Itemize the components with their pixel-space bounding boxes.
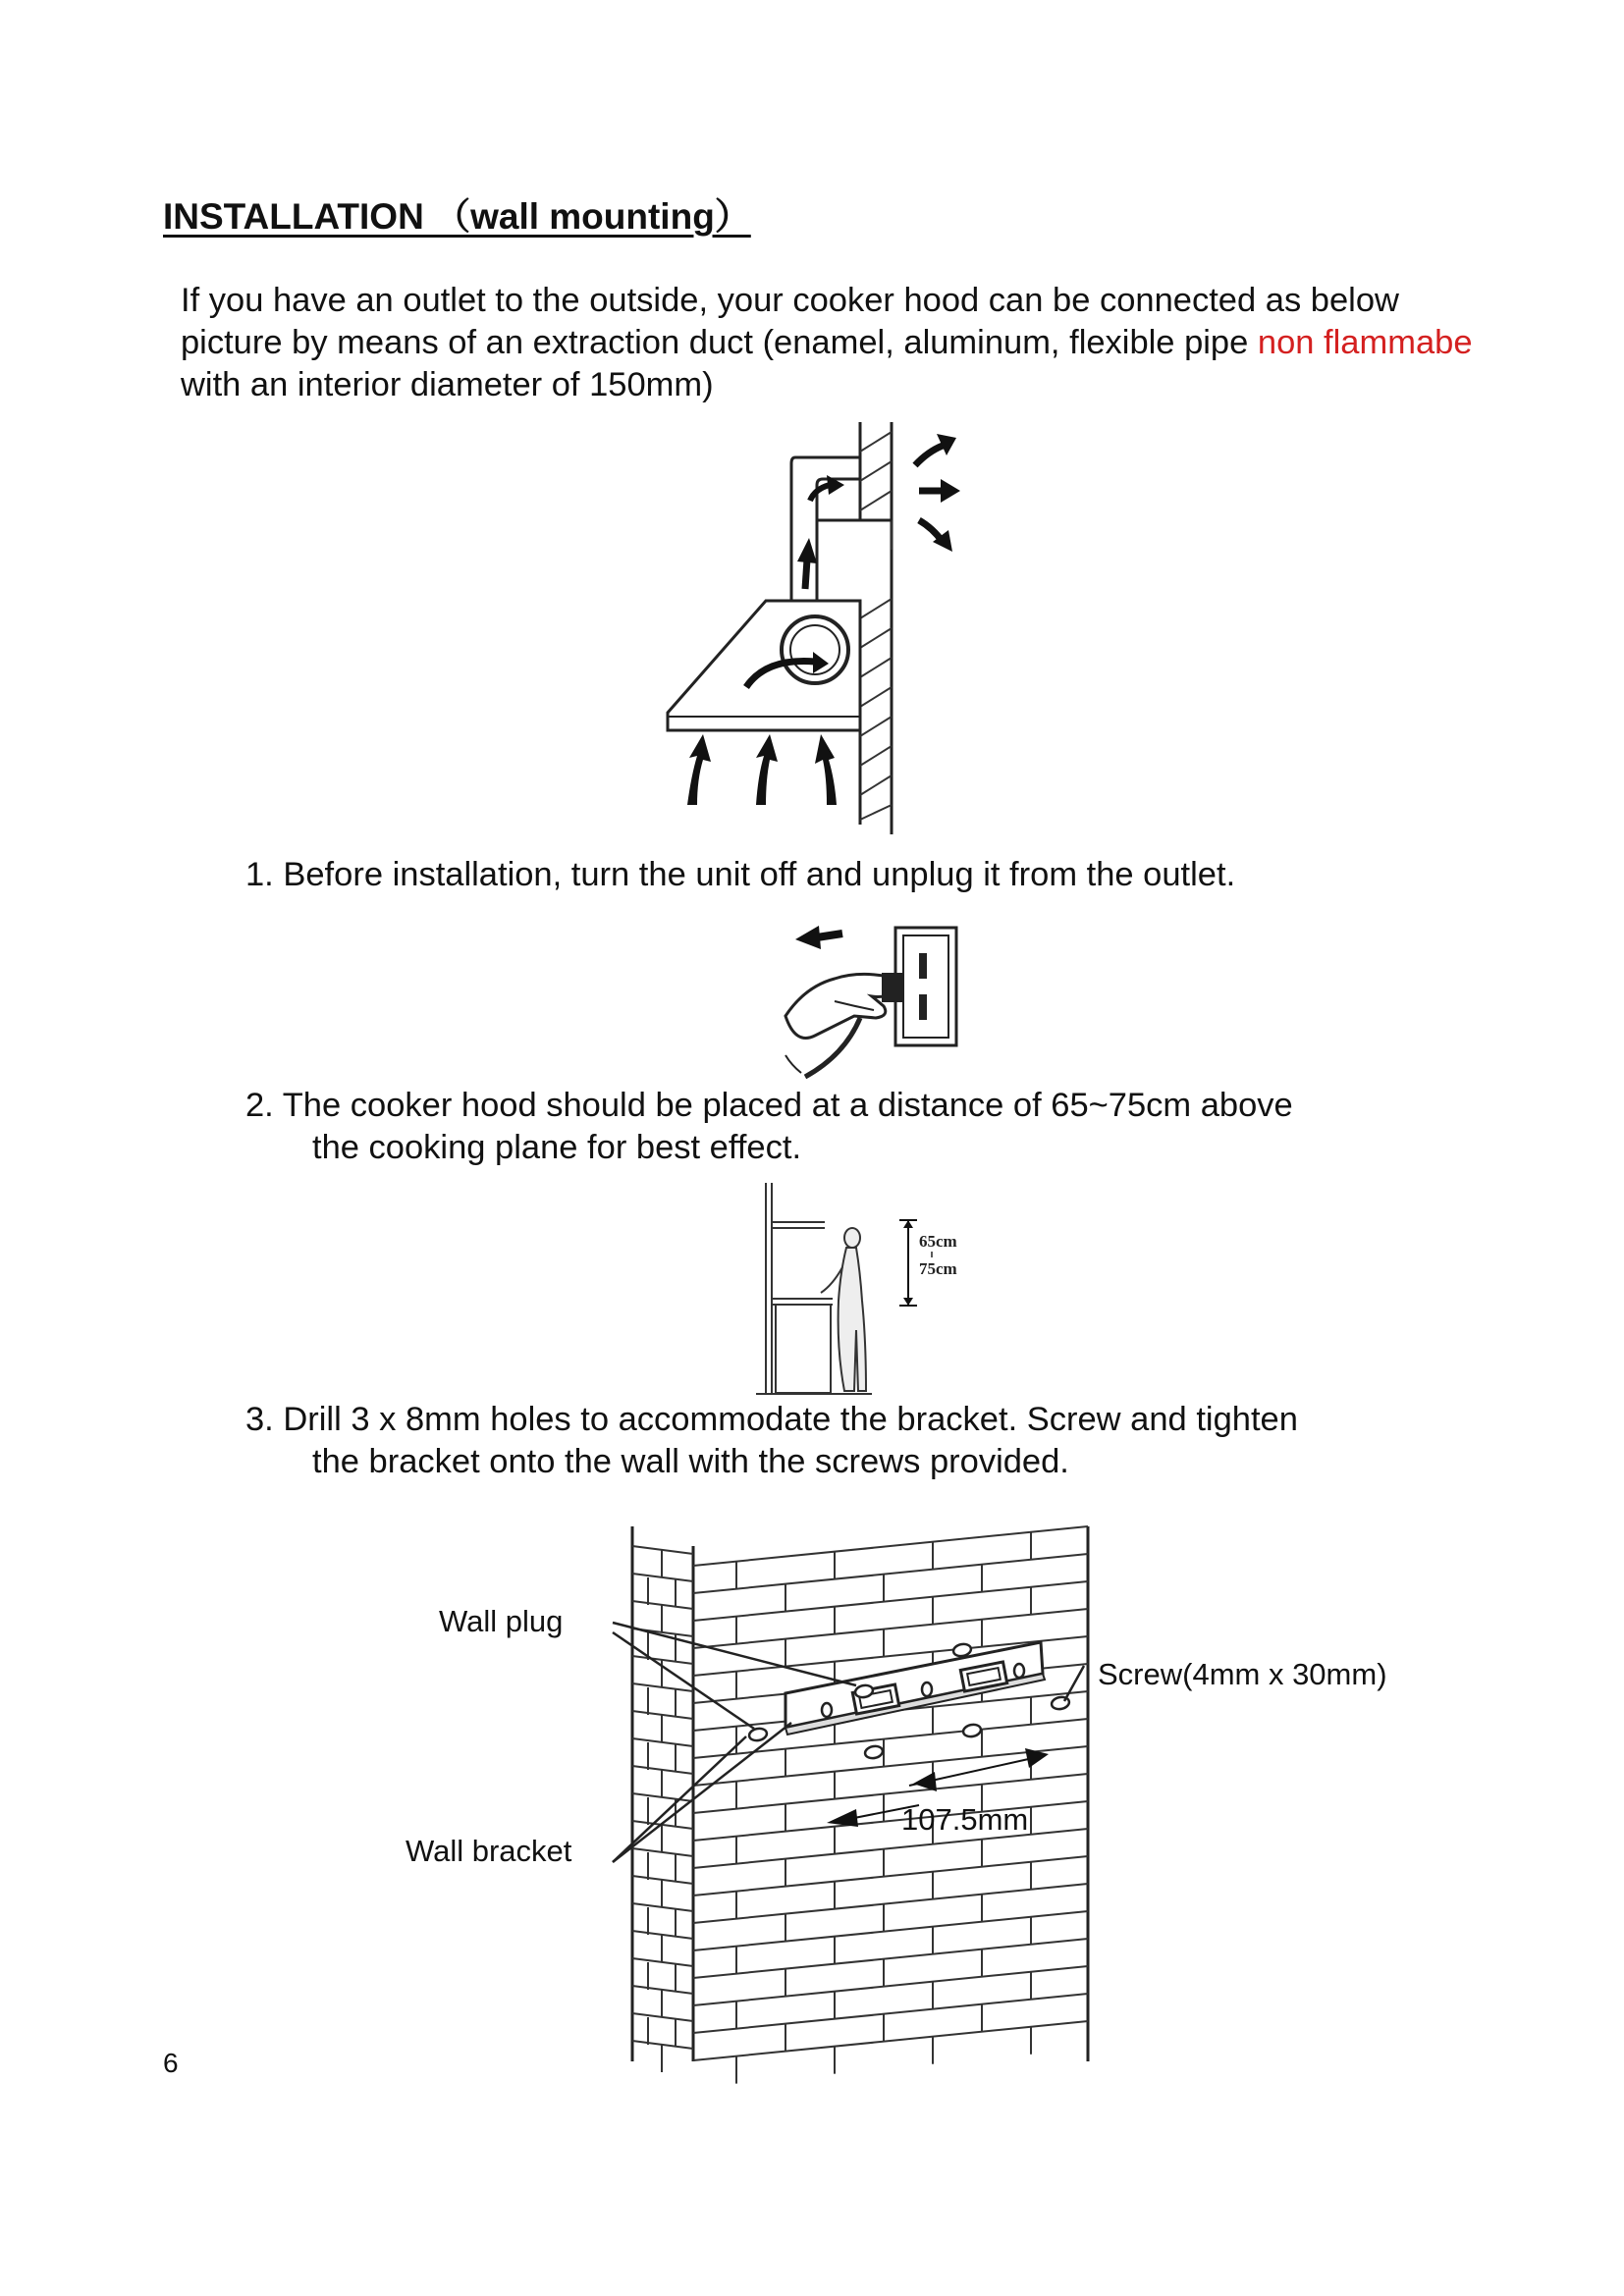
screw-label: Screw(4mm x 30mm): [1098, 1657, 1387, 1691]
step-3-text: 3. Drill 3 x 8mm holes to accommodate the bracket. Screw and tighten: [245, 1401, 1298, 1438]
step-3: [245, 1399, 1298, 1483]
page-number: 6: [163, 2048, 179, 2078]
hood-height-diagram: [746, 1183, 982, 1399]
unplug-diagram: [766, 908, 982, 1080]
wall-bracket-label: Wall bracket: [406, 1834, 572, 1868]
height-label-top: 65cm: [919, 1232, 957, 1251]
intro-text: If you have an outlet to the outside, your cooker hood can be connected as below picture by means of an extraction duct (enamel, aluminum, flexible pipe: [181, 282, 1399, 361]
step-1-text: 1. Before installation, turn the unit off and unplug it from the outlet.: [245, 856, 1236, 893]
hood-duct-diagram: [648, 422, 1001, 834]
wall-bracket-diagram: [628, 1526, 1090, 2061]
wall-plug-label: Wall plug: [439, 1604, 564, 1638]
intro-text-end: with an interior diameter of 150mm): [181, 366, 714, 403]
intro-warning-text: non flammabe: [1257, 324, 1473, 361]
height-label-bottom: 75cm: [919, 1259, 957, 1278]
step-2-text: 2. The cooker hood should be placed at a distance of 65~75cm above: [245, 1087, 1293, 1124]
step-1: [245, 854, 1235, 896]
step-2-text-cont: the cooking plane for best effect.: [312, 1129, 802, 1166]
step-3-text-cont: the bracket onto the wall with the screws provided.: [312, 1443, 1069, 1480]
page-title: INSTALLATION （wall mounting）: [163, 196, 751, 237]
spacing-label: 107.5mm: [901, 1802, 1029, 1837]
intro-paragraph: [181, 280, 1487, 406]
step-2: [245, 1085, 1293, 1169]
